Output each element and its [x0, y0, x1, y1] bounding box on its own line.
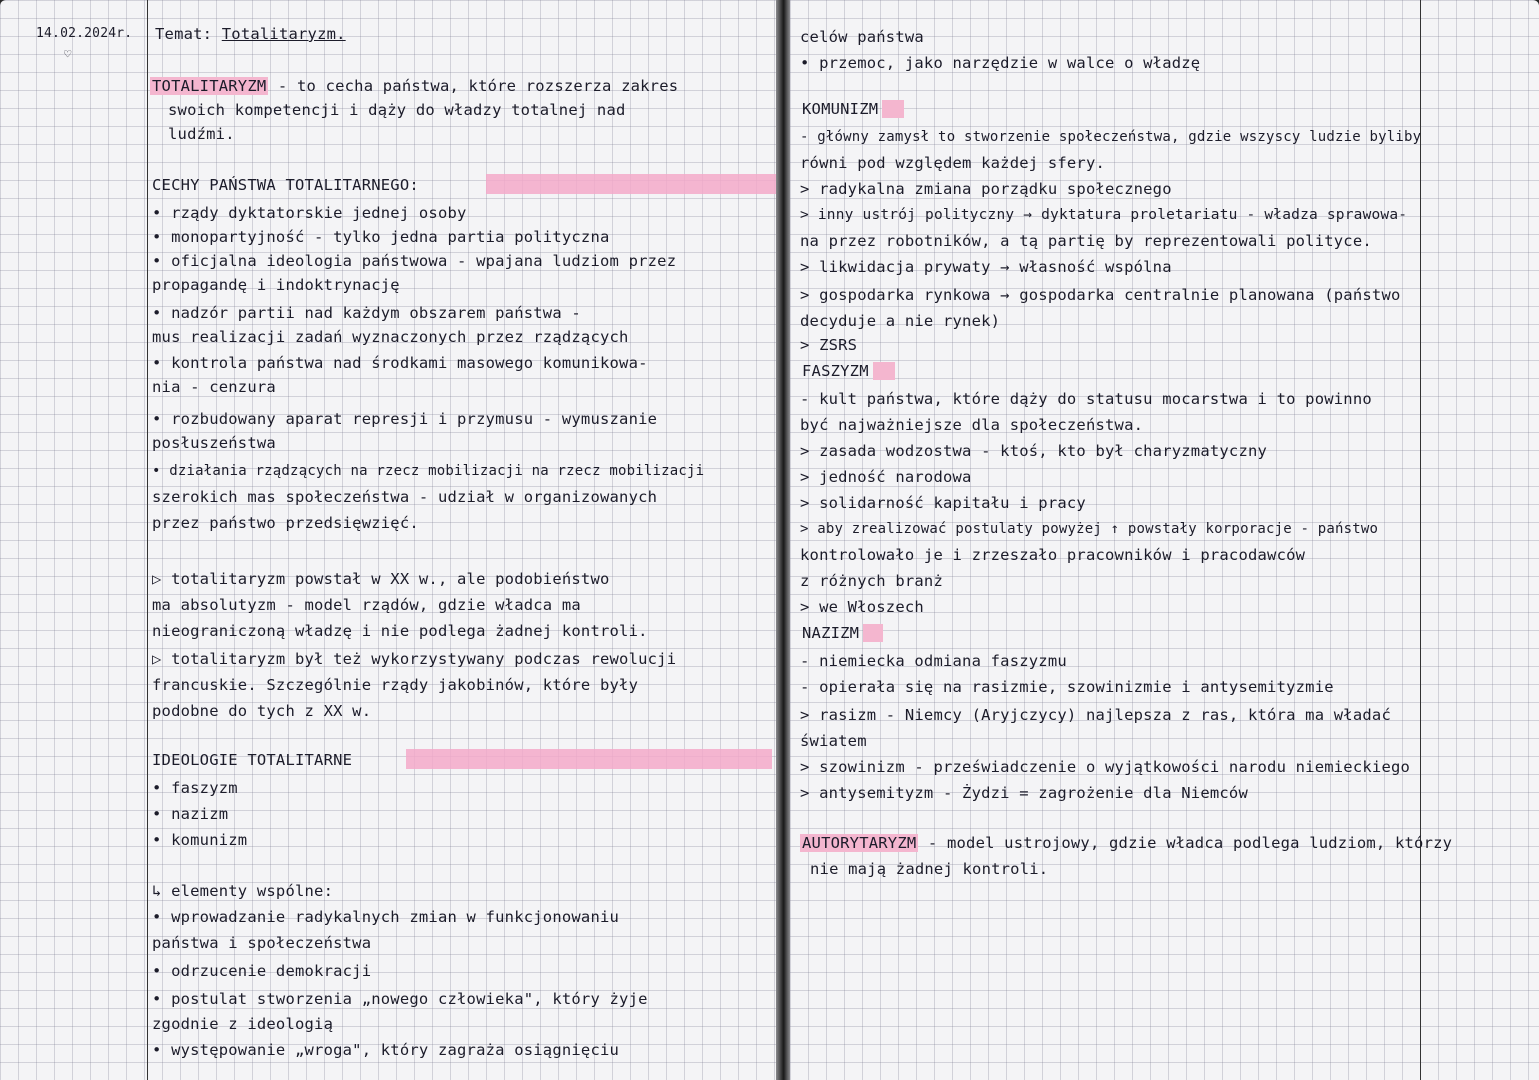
- common-element-line: • postulat stworzenia „nowego człowieka", który żyje: [152, 990, 648, 1008]
- communism-line: > gospodarka rynkowa → gospodarka centralnie planowana (państwo: [800, 286, 1401, 304]
- intro-line: celów państwa: [800, 28, 924, 46]
- intro-line: • przemoc, jako narzędzie w walce o władzę: [800, 54, 1201, 72]
- topic-line: [155, 25, 346, 43]
- feature-line: • kontrola państwa nad środkami masowego komunikowa-: [152, 354, 648, 372]
- communism-heading: [802, 100, 904, 118]
- nazism-line: > antysemityzm - Żydzi = zagrożenie dla Niemców: [800, 784, 1248, 802]
- nazism-line: > rasizm - Niemcy (Aryjczycy) najlepsza z ras, która ma władać: [800, 706, 1391, 724]
- definition-line-3: ludźmi.: [168, 125, 235, 143]
- feature-line: • monopartyjność - tylko jedna partia polityczna: [152, 228, 610, 246]
- feature-line: szerokich mas społeczeństwa - udział w organizowanych: [152, 488, 658, 506]
- feature-line: przez państwo przedsięwzięć.: [152, 514, 419, 532]
- fascism-line: z różnych branż: [800, 572, 943, 590]
- feature-line: • rządy dyktatorskie jednej osoby: [152, 204, 467, 222]
- fascism-line: być najważniejsze dla społeczeństwa.: [800, 416, 1144, 434]
- fascism-heading: [802, 362, 895, 380]
- right-margin-line: [1420, 0, 1421, 1080]
- fascism-line: > zasada wodzostwa - ktoś, kto był charyzmatyczny: [800, 442, 1268, 460]
- nazism-heading-text: NAZIZM: [802, 624, 860, 642]
- note-line: ▷ totalitaryzm powstał w XX w., ale podobieństwo: [152, 570, 610, 588]
- common-element-line: zgodnie z ideologią: [152, 1015, 334, 1033]
- note-line: ▷ totalitaryzm był też wykorzystywany podczas rewolucji: [152, 650, 677, 668]
- authoritarianism-term: AUTORYTARYZM: [802, 834, 917, 852]
- notebook-binding: [776, 0, 790, 1080]
- nazism-line: - niemiecka odmiana faszyzmu: [800, 652, 1067, 670]
- nazism-line: - opierała się na rasizmie, szowinizmie i antysemityzmie: [800, 678, 1334, 696]
- communism-line: > radykalna zmiana porządku społecznego: [800, 180, 1172, 198]
- communism-line: > inny ustrój polityczny → dyktatura proletariatu - władza sprawowa-: [800, 207, 1408, 223]
- authoritarianism-line-2: nie mają żadnej kontroli.: [810, 860, 1049, 878]
- fascism-line: > jedność narodowa: [800, 468, 972, 486]
- communism-line: - główny zamysł to stworzenie społeczeństwa, gdzie wszyscy ludzie byliby: [800, 129, 1422, 145]
- communism-line: na przez robotników, a tą partię by reprezentowali polityce.: [800, 232, 1372, 250]
- highlight-bar: [406, 749, 772, 769]
- highlight-marker: [873, 362, 895, 380]
- feature-line: • nadzór partii nad każdym obszarem państwa -: [152, 304, 581, 322]
- date: 14.02.2024r.: [36, 26, 133, 41]
- feature-line: • rozbudowany aparat represji i przymusu - wymuszanie: [152, 410, 658, 428]
- feature-line: posłuszeństwa: [152, 434, 276, 452]
- communism-line: > ZSRS: [800, 336, 858, 354]
- fascism-line: > aby zrealizować postulaty powyżej ↑ powstały korporacje - państwo: [800, 521, 1379, 537]
- communism-line: decyduje a nie rynek): [800, 312, 1001, 330]
- definition-text: - to cecha państwa, które rozszerza zakres: [268, 77, 679, 95]
- feature-line: mus realizacji zadań wyznaczonych przez rządzących: [152, 328, 629, 346]
- highlight-marker: [863, 624, 883, 642]
- note-line: ma absolutyzm - model rządów, gdzie władca ma: [152, 596, 581, 614]
- feature-line: • działania rządzących na rzecz mobilizacji na rzecz mobilizacji: [152, 463, 705, 479]
- fascism-line: > we Włoszech: [800, 598, 924, 616]
- ideologies-heading: IDEOLOGIE TOTALITARNE: [152, 751, 353, 769]
- fascism-line: - kult państwa, które dąży do statusu mocarstwa i to powinno: [800, 390, 1372, 408]
- definition-line-2: swoich kompetencji i dąży do władzy totalnej nad: [168, 101, 626, 119]
- definition-line-1: [150, 77, 678, 95]
- features-heading: CECHY PAŃSTWA TOTALITARNEGO:: [152, 176, 419, 194]
- authoritarianism-text: - model ustrojowy, gdzie władca podlega ludziom, którzy: [918, 834, 1453, 852]
- topic-label: Temat:: [155, 25, 213, 43]
- left-margin-line: [147, 0, 148, 1080]
- common-element-line: • występowanie „wroga", który zagraża osiągnięciu: [152, 1041, 620, 1059]
- ideology-item: • nazizm: [152, 805, 229, 823]
- feature-line: • oficjalna ideologia państwowa - wpajana ludziom przez: [152, 252, 677, 270]
- common-elements-intro: ↳ elementy wspólne:: [152, 882, 334, 900]
- right-notebook-page: [790, 0, 1539, 1080]
- nazism-heading: [802, 624, 883, 642]
- highlight-marker: [882, 100, 904, 118]
- ideology-item: • faszyzm: [152, 779, 238, 797]
- common-element-line: • wprowadzanie radykalnych zmian w funkcjonowaniu: [152, 908, 620, 926]
- communism-heading-text: KOMUNIZM: [802, 100, 879, 118]
- authoritarianism-line-1: [800, 834, 1452, 852]
- feature-line: propagandę i indoktrynację: [152, 276, 400, 294]
- fascism-heading-text: FASZYZM: [802, 362, 869, 380]
- note-line: podobne do tych z XX w.: [152, 702, 372, 720]
- note-line: francuskie. Szczególnie rządy jakobinów, które były: [152, 676, 639, 694]
- definition-term: TOTALITARYZM: [152, 77, 267, 95]
- common-element-line: • odrzucenie demokracji: [152, 962, 372, 980]
- highlight-bar: [486, 174, 776, 194]
- nazism-line: światem: [800, 732, 867, 750]
- communism-line: > likwidacja prywaty → własność wspólna: [800, 258, 1172, 276]
- fascism-line: kontrolowało je i zrzeszało pracowników i pracodawców: [800, 546, 1306, 564]
- common-element-line: państwa i społeczeństwa: [152, 934, 372, 952]
- feature-line: nia - cenzura: [152, 378, 276, 396]
- note-line: nieograniczoną władzę i nie podlega żadnej kontroli.: [152, 622, 648, 640]
- fascism-line: > solidarność kapitału i pracy: [800, 494, 1086, 512]
- ideology-item: • komunizm: [152, 831, 248, 849]
- topic-title: Totalitaryzm.: [221, 25, 346, 43]
- communism-line: równi pod względem każdej sfery.: [800, 154, 1106, 172]
- nazism-line: > szowinizm - przeświadczenie o wyjątkowości narodu niemieckiego: [800, 758, 1411, 776]
- heart-doodle: ♡: [64, 47, 72, 61]
